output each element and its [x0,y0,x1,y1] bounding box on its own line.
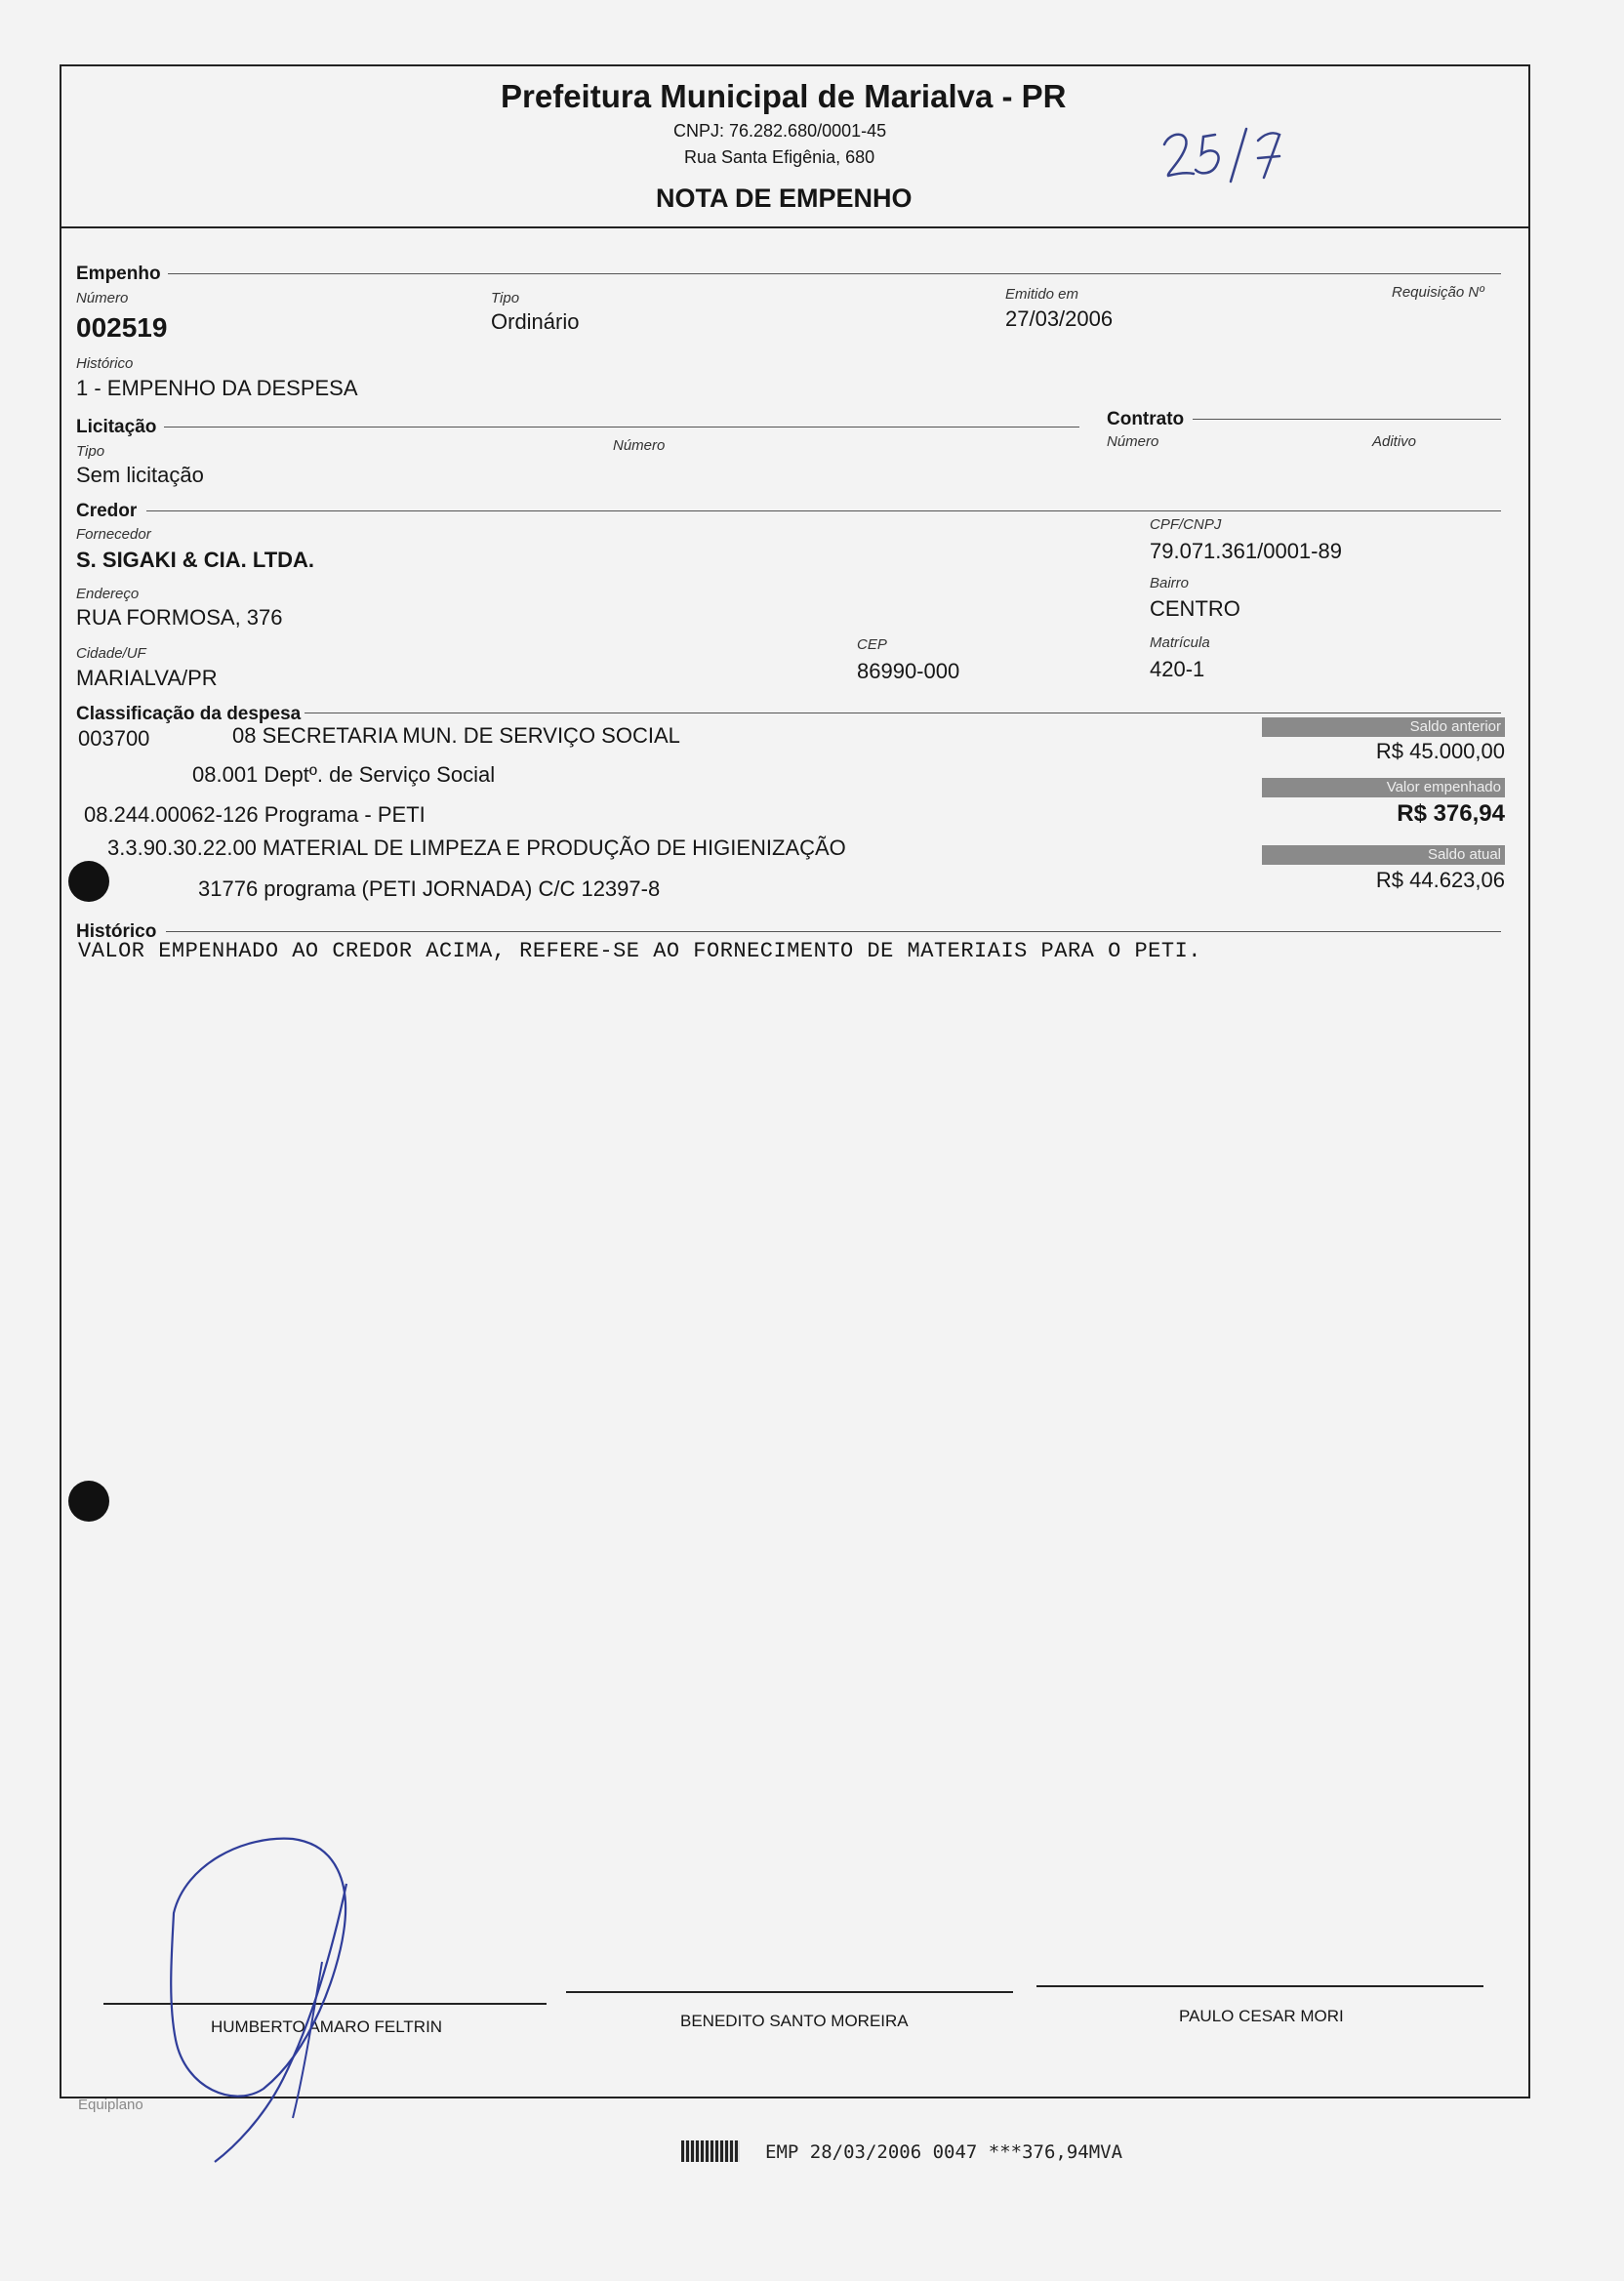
licitacao-tipo: Sem licitação [76,463,204,487]
matricula-label: Matrícula [1150,634,1210,651]
cpf-cnpj-value: 79.071.361/0001-89 [1150,539,1342,563]
emitido-date: 27/03/2006 [1005,306,1114,331]
saldo-atual-label: Saldo atual [1262,845,1505,865]
empenho-historico-label: Histórico [76,355,134,372]
empenho-tipo-label: Tipo [491,290,520,306]
saldo-anterior-label: Saldo anterior [1262,717,1505,737]
cnpj-line: CNPJ: 76.282.680/0001-45 [673,121,887,141]
contrato-aditivo-label: Aditivo [1372,433,1417,450]
cep-value: 86990-000 [857,659,960,683]
endereco-value: RUA FORMOSA, 376 [76,605,283,630]
classificacao-section-title: Classificação da despesa [76,704,302,724]
fornecedor-name: S. SIGAKI & CIA. LTDA. [76,548,315,572]
signature-line-2 [566,1991,1013,1993]
bairro-value: CENTRO [1150,596,1240,621]
valor-empenhado-value: R$ 376,94 [1397,800,1505,827]
saldo-atual-value: R$ 44.623,06 [1375,868,1505,892]
empenho-tipo: Ordinário [491,309,580,334]
licitacao-numero-label: Número [613,437,666,454]
licitacao-rule [164,427,1079,428]
endereco-label: Endereço [76,586,140,602]
licitacao-section-title: Licitação [76,417,157,437]
cidade-label: Cidade/UF [76,645,146,662]
contrato-numero-label: Número [1107,433,1159,450]
credor-section-title: Credor [76,501,138,521]
empenho-historico: 1 - EMPENHO DA DESPESA [76,376,358,400]
historico-rule [166,931,1501,932]
empenho-numero: 002519 [76,312,168,343]
credor-rule [146,510,1501,511]
empenho-numero-label: Número [76,290,129,306]
contrato-rule [1193,419,1501,420]
historico-section-title: Histórico [76,921,157,942]
saldo-anterior-value: R$ 45.000,00 [1375,739,1505,763]
document-frame [60,64,1530,2098]
header-separator [60,226,1530,228]
handwritten-number [1157,117,1313,190]
contrato-section-title: Contrato [1107,409,1185,429]
handwritten-signature [166,1825,361,2167]
empenho-rule [168,273,1501,274]
punch-hole-top [68,861,109,902]
licitacao-tipo-label: Tipo [76,443,105,460]
classificacao-elemento: 3.3.90.30.22.00 MATERIAL DE LIMPEZA E PRODUÇÃO DE HIGIENIZAÇÃO [107,835,846,860]
historico-text: VALOR EMPENHADO AO CREDOR ACIMA, REFERE-SE AO FORNECIMENTO DE MATERIAIS PARA O PETI. [78,939,1201,963]
cep-label: CEP [857,636,887,653]
classificacao-programa: 08.244.00062-126 Programa - PETI [84,802,426,827]
matricula-value: 420-1 [1150,657,1205,681]
bairro-label: Bairro [1150,575,1190,591]
signatory-1-name: HUMBERTO AMARO FELTRIN [211,2017,443,2036]
validation-stamp: EMP 28/03/2006 0047 ***376,94MVA [765,2141,1123,2163]
signatory-2-name: BENEDITO SANTO MOREIRA [680,2012,909,2030]
cpf-cnpj-label: CPF/CNPJ [1150,516,1222,533]
software-mark: Equiplano [78,2097,143,2113]
address-line: Rua Santa Efigênia, 680 [684,147,875,167]
empenho-section-title: Empenho [76,264,161,284]
punch-hole-bottom [68,1481,109,1522]
classificacao-recurso: 31776 programa (PETI JORNADA) C/C 12397-8 [198,876,661,901]
cidade-value: MARIALVA/PR [76,666,218,690]
fornecedor-label: Fornecedor [76,526,151,543]
document-title: NOTA DE EMPENHO [656,183,913,213]
emitido-label: Emitido em [1005,286,1079,303]
requisicao-label: Requisição Nº [1392,284,1484,301]
signature-line-3 [1036,1985,1483,1987]
signatory-3-name: PAULO CESAR MORI [1179,2007,1344,2025]
stamp-barcode [681,2140,740,2162]
valor-empenhado-label: Valor empenhado [1262,778,1505,797]
institution-title: Prefeitura Municipal de Marialva - PR [501,78,1067,114]
classificacao-orgao: 08 SECRETARIA MUN. DE SERVIÇO SOCIAL [232,723,680,748]
classificacao-code: 003700 [78,726,150,751]
classificacao-unidade: 08.001 Deptº. de Serviço Social [192,762,496,787]
